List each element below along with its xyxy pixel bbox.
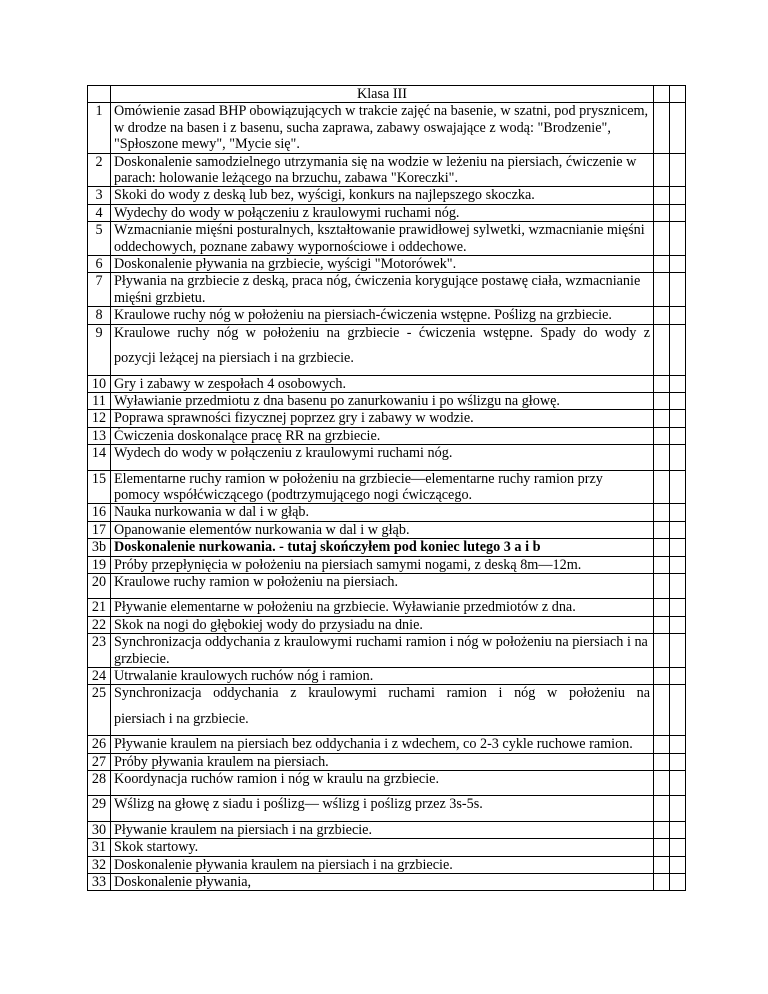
table-row — [88, 753, 686, 770]
check-cell — [670, 504, 686, 521]
check-cell — [670, 539, 686, 556]
lesson-topic-line: Synchronizacja oddychania z kraulowymi ruchami ramion i nóg w położeniu na — [114, 685, 650, 702]
check-cell — [654, 616, 670, 633]
table-row — [88, 375, 686, 392]
check-cell — [654, 521, 670, 538]
check-cell — [670, 856, 686, 873]
check-cell — [654, 634, 670, 668]
lesson-topic: Koordynacja ruchów ramion i nóg w kraulu na grzbiecie. — [111, 771, 654, 796]
lesson-topic-line: Kraulowe ruchy nóg w położeniu na grzbiecie - ćwiczenia wstępne. Spady do wody z — [114, 324, 650, 341]
check-cell — [654, 556, 670, 573]
check-cell — [654, 470, 670, 504]
check-cell — [670, 874, 686, 891]
check-cell — [670, 634, 686, 668]
lesson-topic: Kraulowe ruchy nóg w położeniu na piersiach-ćwiczenia wstępne. Poślizg na grzbiecie. — [111, 307, 654, 324]
check-cell — [670, 616, 686, 633]
table-row — [88, 445, 686, 470]
check-cell — [654, 410, 670, 427]
lesson-number: 11 — [88, 392, 111, 409]
lesson-number: 30 — [88, 821, 111, 838]
check-cell — [670, 771, 686, 796]
lesson-topic: Opanowanie elementów nurkowania w dal i w głąb. — [111, 521, 654, 538]
check-cell — [654, 375, 670, 392]
table-row — [88, 204, 686, 221]
lesson-number: 25 — [88, 685, 111, 736]
lesson-topic: Wzmacnianie mięśni posturalnych, kształtowanie prawidłowej sylwetki, wzmacnianie mięśni oddechowych, poznane zabawy wypornościowe i oddechowe. — [111, 222, 654, 256]
check-cell — [654, 874, 670, 891]
check-cell — [670, 427, 686, 444]
check-cell — [670, 410, 686, 427]
check-cell — [654, 187, 670, 204]
check-cell — [654, 204, 670, 221]
table-row — [88, 856, 686, 873]
check-cell — [654, 153, 670, 187]
lesson-topic: Kraulowe ruchy ramion w położeniu na piersiach. — [111, 573, 654, 598]
check-cell — [670, 796, 686, 821]
check-cell — [670, 839, 686, 856]
table-row — [88, 273, 686, 307]
check-cell — [670, 273, 686, 307]
table-row — [88, 222, 686, 256]
lesson-number: 9 — [88, 324, 111, 375]
check-cell — [670, 470, 686, 504]
check-cell — [670, 103, 686, 153]
check-cell — [670, 521, 686, 538]
check-cell — [670, 821, 686, 838]
lesson-number: 8 — [88, 307, 111, 324]
check-cell — [654, 821, 670, 838]
table-row — [88, 796, 686, 821]
lesson-topic: Skok startowy. — [111, 839, 654, 856]
lesson-plan-table — [87, 85, 686, 891]
lesson-number: 33 — [88, 874, 111, 891]
check-cell — [654, 324, 670, 375]
table-row — [88, 539, 686, 556]
lesson-number: 15 — [88, 470, 111, 504]
check-cell — [654, 839, 670, 856]
lesson-topic: Wślizg na głowę z siadu i poślizg— wślizg i poślizg przez 3s-5s. — [111, 796, 654, 821]
table-row — [88, 427, 686, 444]
check-cell — [654, 445, 670, 470]
check-cell — [670, 256, 686, 273]
table-row — [88, 685, 686, 736]
check-cell — [654, 392, 670, 409]
check-cell — [670, 556, 686, 573]
table-row — [88, 410, 686, 427]
lesson-topic: Utrwalanie kraulowych ruchów nóg i ramion. — [111, 668, 654, 685]
table-row — [88, 470, 686, 504]
lesson-topic: Próby pływania kraulem na piersiach. — [111, 753, 654, 770]
lesson-number: 4 — [88, 204, 111, 221]
check-cell — [670, 187, 686, 204]
table-row — [88, 153, 686, 187]
check-cell — [670, 573, 686, 598]
check-cell — [654, 599, 670, 616]
table-row — [88, 668, 686, 685]
lesson-topic: Pływanie elementarne w położeniu na grzbiecie. Wyławianie przedmiotów z dna. — [111, 599, 654, 616]
lesson-topic: Wyławianie przedmiotu z dna basenu po zanurkowaniu i po wślizgu na głowę. — [111, 392, 654, 409]
lesson-topic: Doskonalenie nurkowania. - tutaj skończyłem pod koniec lutego 3 a i b — [111, 539, 654, 556]
table-row — [88, 771, 686, 796]
lesson-topic-line: piersiach i na grzbiecie. — [114, 710, 249, 727]
lesson-topic: Skoki do wody z deską lub bez, wyścigi, konkurs na najlepszego skoczka. — [111, 187, 654, 204]
check-cell — [670, 736, 686, 753]
table-row — [88, 392, 686, 409]
check-cell — [670, 753, 686, 770]
lesson-topic-line: pozycji leżącej na piersiach i na grzbiecie. — [114, 350, 354, 367]
lesson-number: 10 — [88, 375, 111, 392]
lesson-topic: Skok na nogi do głębokiej wody do przysiadu na dnie. — [111, 616, 654, 633]
lesson-topic: Elementarne ruchy ramion w położeniu na grzbiecie—elementarne ruchy ramion przy pomocy współćwiczącego (podtrzymującego nogi ćwiczącego. — [111, 470, 654, 504]
lesson-number: 14 — [88, 445, 111, 470]
check-cell — [670, 685, 686, 736]
check-cell — [654, 736, 670, 753]
check-cell — [654, 668, 670, 685]
check-cell — [654, 685, 670, 736]
lesson-number: 21 — [88, 599, 111, 616]
lesson-number: 19 — [88, 556, 111, 573]
lesson-topic: Pływanie kraulem na piersiach i na grzbiecie. — [111, 821, 654, 838]
lesson-topic: Doskonalenie pływania na grzbiecie, wyścigi "Motorówek". — [111, 256, 654, 273]
check-cell — [670, 392, 686, 409]
check-cell — [670, 445, 686, 470]
check-cell — [654, 427, 670, 444]
lesson-topic: Wydech do wody w połączeniu z kraulowymi ruchami nóg. — [111, 445, 654, 470]
lesson-number: 3b — [88, 539, 111, 556]
lesson-topic: Poprawa sprawności fizycznej poprzez gry i zabawy w wodzie. — [111, 410, 654, 427]
lesson-number: 32 — [88, 856, 111, 873]
check-cell — [654, 573, 670, 598]
check-cell — [670, 599, 686, 616]
table-row — [88, 616, 686, 633]
lesson-topic: Omówienie zasad BHP obowiązujących w trakcie zajęć na basenie, w szatni, pod prysznicem, w drodze na basen i z basenu, sucha zaprawa, zabawy oswajające z wodą: "Brodzenie", "Spłoszone mewy", "Mycie się". — [111, 103, 654, 153]
lesson-number: 29 — [88, 796, 111, 821]
check-cell — [654, 771, 670, 796]
check-cell — [654, 753, 670, 770]
check-cell — [654, 103, 670, 153]
check-cell — [670, 307, 686, 324]
table-row — [88, 599, 686, 616]
table-row — [88, 324, 686, 375]
lesson-number: 6 — [88, 256, 111, 273]
lesson-number: 5 — [88, 222, 111, 256]
check-cell — [654, 504, 670, 521]
lesson-number: 2 — [88, 153, 111, 187]
check-cell — [654, 256, 670, 273]
check-cell — [670, 86, 686, 103]
lesson-topic: Ćwiczenia doskonalące pracę RR na grzbiecie. — [111, 427, 654, 444]
lesson-number: 27 — [88, 753, 111, 770]
lesson-number: 22 — [88, 616, 111, 633]
check-cell — [670, 668, 686, 685]
lesson-topic — [111, 324, 654, 375]
lesson-topic: Doskonalenie pływania, — [111, 874, 654, 891]
check-cell — [654, 222, 670, 256]
check-cell — [654, 273, 670, 307]
table-row — [88, 556, 686, 573]
check-cell — [654, 796, 670, 821]
check-cell — [654, 307, 670, 324]
check-cell — [670, 153, 686, 187]
table-row — [88, 736, 686, 753]
check-cell — [654, 539, 670, 556]
table-title-row — [88, 86, 686, 103]
lesson-number: 26 — [88, 736, 111, 753]
table-row — [88, 307, 686, 324]
lesson-topic: Doskonalenie pływania kraulem na piersiach i na grzbiecie. — [111, 856, 654, 873]
class-title: Klasa III — [111, 86, 654, 103]
table-row — [88, 504, 686, 521]
lesson-topic: Nauka nurkowania w dal i w głąb. — [111, 504, 654, 521]
lesson-plan-document — [87, 85, 684, 891]
table-row — [88, 573, 686, 598]
table-row — [88, 521, 686, 538]
lesson-topic — [111, 685, 654, 736]
check-cell — [654, 856, 670, 873]
lesson-number: 3 — [88, 187, 111, 204]
check-cell — [670, 324, 686, 375]
lesson-number: 23 — [88, 634, 111, 668]
lesson-topic: Wydechy do wody w połączeniu z kraulowymi ruchami nóg. — [111, 204, 654, 221]
number-cell — [88, 86, 111, 103]
lesson-number: 20 — [88, 573, 111, 598]
lesson-number: 28 — [88, 771, 111, 796]
table-row — [88, 821, 686, 838]
check-cell — [670, 375, 686, 392]
check-cell — [654, 86, 670, 103]
table-row — [88, 839, 686, 856]
lesson-topic: Synchronizacja oddychania z kraulowymi ruchami ramion i nóg w położeniu na piersiach i na grzbiecie. — [111, 634, 654, 668]
check-cell — [670, 222, 686, 256]
lesson-number: 31 — [88, 839, 111, 856]
lesson-number: 24 — [88, 668, 111, 685]
lesson-topic: Pływanie kraulem na piersiach bez oddychania i z wdechem, co 2-3 cykle ruchowe ramion. — [111, 736, 654, 753]
lesson-topic: Pływania na grzbiecie z deską, praca nóg, ćwiczenia korygujące postawę ciała, wzmacnianie mięśni grzbietu. — [111, 273, 654, 307]
check-cell — [670, 204, 686, 221]
lesson-number: 17 — [88, 521, 111, 538]
lesson-topic: Gry i zabawy w zespołach 4 osobowych. — [111, 375, 654, 392]
lesson-topic: Próby przepłynięcia w położeniu na piersiach samymi nogami, z deską 8m—12m. — [111, 556, 654, 573]
lesson-number: 12 — [88, 410, 111, 427]
lesson-number: 7 — [88, 273, 111, 307]
table-row — [88, 103, 686, 153]
table-row — [88, 187, 686, 204]
table-row — [88, 256, 686, 273]
lesson-number: 16 — [88, 504, 111, 521]
lesson-number: 1 — [88, 103, 111, 153]
lesson-topic: Doskonalenie samodzielnego utrzymania się na wodzie w leżeniu na piersiach, ćwiczenie w parach: holowanie leżącego na brzuchu, zabawa "Koreczki". — [111, 153, 654, 187]
lesson-number: 13 — [88, 427, 111, 444]
table-row — [88, 874, 686, 891]
table-row — [88, 634, 686, 668]
